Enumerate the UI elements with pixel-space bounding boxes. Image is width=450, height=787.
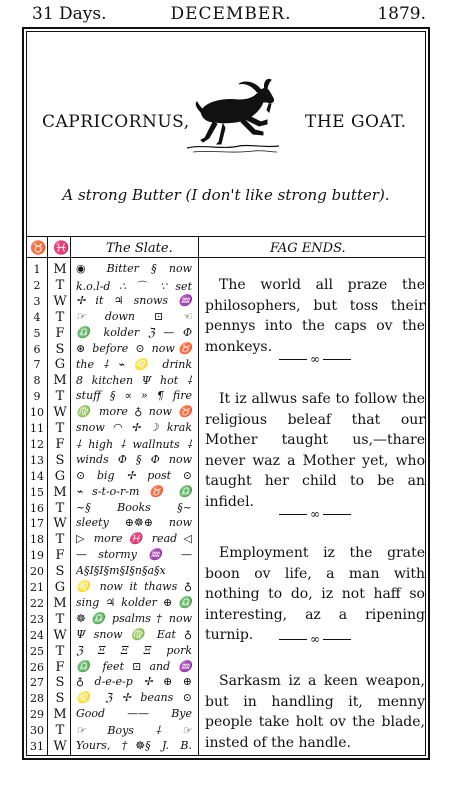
day-number: 16 [30,501,44,515]
year: 1879. [377,4,426,24]
sign-translation: THE GOAT. [305,112,407,132]
fag-end-4 [205,671,425,753]
slate-entry: sleety ⊕☸⊕ now [76,516,192,530]
slate-entry: ♎ feet ⊡ and ♒ [76,659,192,673]
day-number: 8 [33,374,41,388]
page-header [32,2,430,26]
slate-entry: k.o.l-d ∴ ⌒ ∵ set [76,279,192,293]
day-letter: S [55,675,65,691]
slate-entry: winds Φ § Φ now [76,452,192,466]
day-letter: W [53,516,67,532]
day-number: 19 [30,549,44,563]
fag-end-text: The world all praze the philosophers, but toss their pennys into the caps ov the monkeys. [205,277,425,355]
slate-entry: ⸸ high ⸸ wallnuts ⸸ [76,437,192,451]
fag-end-2 [205,389,425,512]
day-number: 29 [30,708,44,722]
day-letter: F [55,548,65,564]
day-letter: G [54,468,66,484]
day-letter: F [55,659,65,675]
day-letter: T [55,500,65,516]
fag-end-text: Sarkasm iz a keen weapon, but in handling it, menny people take holt ov the blade, insted of the handle. [205,673,425,751]
moon-column-symbol: ♉ [30,241,47,256]
day-number: 5 [33,326,41,340]
day-number: 24 [30,628,44,642]
slate-entry: Good —— Bye [76,707,192,721]
day-letter: F [55,436,65,452]
sign-name: CAPRICORNUS, [42,112,190,132]
day-letter: M [53,484,67,500]
slate-entry: ✢ it ♃ snows ♒ [76,293,192,307]
day-number: 3 [33,294,41,308]
day-letter: S [55,691,65,707]
day-letter: W [53,739,67,754]
day-letter: T [55,723,65,739]
motto: A strong Butter (I don't like strong butter). [62,186,390,204]
day-number: 2 [33,278,41,292]
fag-end-1 [205,275,425,357]
slate-entry: ⌁ s-t-o-r-m ♉ ♎ [76,484,192,498]
slate-entry: sing ♃ kolder ⊕ ♎ [76,595,192,609]
day-number: 10 [30,406,44,420]
slate-entry: ♌ now it thaws ♁ [76,580,192,593]
day-number: 17 [30,517,44,531]
slate-entry: Yours, †☸§ J. B. [76,739,192,752]
day-number: 14 [30,469,44,483]
slate-column-title: The Slate. [106,241,173,256]
sun-column-symbol: ♓ [53,241,70,256]
day-number: 26 [30,660,44,674]
day-letter: T [55,421,65,436]
day-number: 22 [30,596,44,610]
day-number: 7 [33,358,41,372]
fag-column-title: FAG ENDS. [270,241,346,256]
slate-entry: ☞ down ⊡ ☜ [76,309,192,323]
slate-entry: ♌ ℨ ✢ beans ⊙ [76,691,192,705]
day-letter: S [55,452,65,468]
day-letter: M [53,595,67,611]
day-number: 27 [30,676,44,690]
slate-entry: ~§ Books §~ [76,500,192,514]
slate-entry: ℨ Ξ Ξ Ξ pork [76,643,192,657]
day-letter: G [54,357,66,373]
ornament-divider: ∞ [270,632,360,646]
day-number: 4 [33,310,41,324]
column-rule-2 [70,236,71,756]
day-number: 23 [30,612,44,626]
day-number: 18 [30,533,44,547]
day-number: 25 [30,644,44,658]
day-letter: T [55,309,65,325]
slate-entry: ⊙ big ✢ post ⊙ [76,468,192,482]
day-letter: M [53,262,67,277]
day-number: 13 [30,453,44,467]
slate-entry: 8 kitchen Ψ hot ⸸ [76,374,192,388]
slate-entry: ♎ kolder ℨ — Φ [76,325,192,339]
day-letter: W [53,405,67,421]
day-letter: W [53,627,67,643]
day-number: 1 [33,263,41,276]
day-letter: S [55,564,65,580]
day-letter: T [55,643,65,659]
column-rule-3 [198,236,199,756]
fag-end-text: Employment iz the grate boon ov life, a man with nothing to do, iz not haff so interesting, az a ripening turnip. [205,545,425,643]
ornament-divider: ∞ [270,507,360,521]
day-letter: M [53,707,67,723]
day-number: 28 [30,692,44,706]
days-count: 31 Days. [32,4,107,24]
goat-illustration [183,78,283,158]
day-letter: S [55,341,65,357]
day-number: 12 [30,437,44,451]
day-number: 31 [30,740,44,753]
fag-end-3 [205,543,425,646]
day-number: 20 [30,565,44,579]
slate-entry: A§I§I§m§I§n§a§x [76,564,166,578]
slate-entry: the ⸸ ⌁ ♌ drink [76,358,192,372]
day-letter: F [55,325,65,341]
slate-entry: ♁ d-e-e-p ✢ ⊕ ⊕ [76,675,192,689]
day-number: 21 [30,581,44,594]
divider-colhead [26,257,426,258]
day-letter: G [54,580,66,595]
slate-entry: ☞ Boys ⸸ ☞ [76,724,192,738]
day-number: 9 [33,390,41,404]
column-rule-1 [47,236,48,756]
month-title: DECEMBER. [170,4,292,24]
slate-entry: ⊛ before ⊙ now♉ [76,341,192,355]
slate-entry: Ψ snow ♍ Eat ♁ [76,627,192,641]
slate-entry: snow ◠ ✢ ☽ krak [76,421,192,434]
day-letter: M [53,373,67,389]
day-number: 30 [30,724,44,738]
day-number: 6 [33,342,41,356]
day-number: 15 [30,485,44,499]
day-letter: T [55,532,65,548]
day-letter: T [55,389,65,405]
ornament-divider: ∞ [270,352,360,366]
divider-top [26,236,426,237]
day-letter: W [53,293,67,309]
day-letter: T [55,277,65,293]
slate-entry: ▷ more ♓ read ◁ [76,532,192,546]
fag-end-text: It iz allwus safe to follow the religious beleaf that our Mother taught us,—thare never waz a Mother yet, who taught her child to be an infidel. [205,391,425,510]
slate-entry: ♍ more ♁ now ♉ [76,405,192,419]
day-number: 11 [30,422,44,435]
day-letter: T [55,611,65,627]
slate-entry: — stormy ♒ — [76,548,192,562]
slate-entry: ☸ ♎ psalms † now [76,611,192,625]
slate-entry: stuff § ∝ » ¶ fire [76,389,192,403]
slate-entry: ◉ Bitter § now [76,262,192,275]
